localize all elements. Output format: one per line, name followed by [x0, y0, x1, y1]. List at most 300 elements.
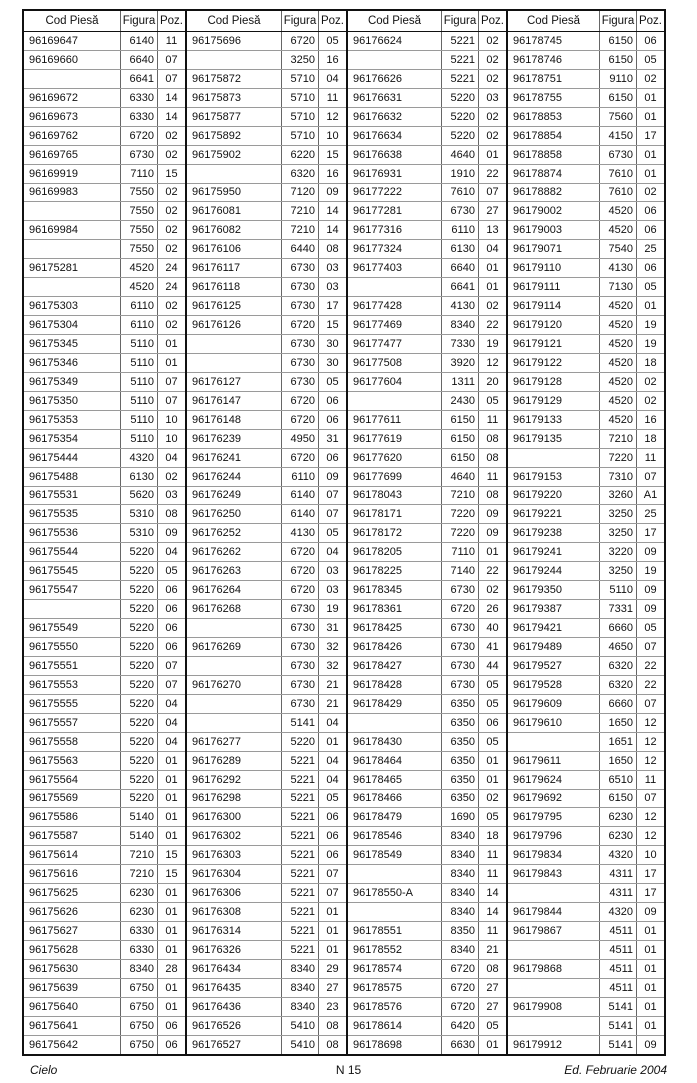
position-cell: 11 [644, 451, 657, 464]
figure-cell: 5310 [121, 505, 158, 523]
part-code-cell [348, 865, 442, 883]
figure-cell: 5110 [121, 411, 158, 429]
table-row [508, 184, 664, 203]
part-code-cell: 96178575 [348, 979, 442, 997]
table-row [348, 771, 506, 790]
position-cell: 12 [644, 735, 657, 748]
part-code-cell: 96176302 [187, 827, 282, 845]
figure-cell: 6630 [442, 1036, 479, 1054]
part-code-cell: 96175696 [187, 32, 282, 50]
part-code-cell: 96178551 [348, 922, 442, 940]
position-cell: 16 [644, 413, 657, 426]
part-code-cell: 96178550-A [348, 884, 442, 902]
part-code-cell: 96178755 [508, 89, 600, 107]
position-cell: 04 [165, 716, 178, 729]
figure-cell: 7210 [442, 487, 479, 505]
position-cell: 04 [326, 716, 339, 729]
part-code-cell: 96175354 [24, 430, 121, 448]
part-code-cell: 96175642 [24, 1036, 121, 1054]
part-code-cell: 96179908 [508, 998, 600, 1016]
table-row [24, 316, 185, 335]
part-code-cell [187, 657, 282, 675]
position-cell: 01 [165, 356, 178, 369]
figure-cell: 7550 [121, 202, 158, 220]
part-code-cell: 96178205 [348, 543, 442, 561]
figure-cell: 5710 [282, 108, 319, 126]
table-row [187, 903, 346, 922]
table-row [187, 1017, 346, 1036]
figure-cell: 4520 [600, 373, 637, 391]
position-cell: 07 [326, 868, 339, 881]
table-row [187, 733, 346, 752]
position-cell: 06 [165, 584, 178, 597]
table-row [508, 771, 664, 790]
figure-cell: 6150 [600, 51, 637, 69]
table-row [187, 752, 346, 771]
figure-cell: 6720 [442, 960, 479, 978]
table-row [508, 392, 664, 411]
position-cell: 17 [644, 527, 657, 540]
position-cell: 09 [644, 906, 657, 919]
position-cell: 19 [486, 337, 499, 350]
part-code-cell: 96175950 [187, 184, 282, 202]
table-row [508, 221, 664, 240]
table-row [24, 846, 185, 865]
table-row [508, 695, 664, 714]
part-code-cell: 96176263 [187, 562, 282, 580]
table-row [24, 790, 185, 809]
table-row [508, 941, 664, 960]
figure-cell: 6350 [442, 695, 479, 713]
figure-cell: 4320 [121, 449, 158, 467]
position-cell: 26 [486, 603, 499, 616]
table-row [348, 335, 506, 354]
figure-cell: 6350 [442, 752, 479, 770]
table-row [348, 979, 506, 998]
position-cell: 01 [165, 925, 178, 938]
part-code-cell: 96178854 [508, 127, 600, 145]
table-row [24, 752, 185, 771]
position-cell: 06 [326, 849, 339, 862]
part-code-cell: 96177222 [348, 184, 442, 202]
table-row [187, 146, 346, 165]
part-code-cell: 96175547 [24, 581, 121, 599]
header-figura: Figura [121, 11, 158, 31]
position-cell: 11 [486, 925, 499, 938]
figure-cell: 8350 [442, 922, 479, 940]
figure-cell: 6230 [121, 903, 158, 921]
figure-cell: 4520 [600, 354, 637, 372]
table-row [348, 373, 506, 392]
part-code-cell: 96178464 [348, 752, 442, 770]
part-code-cell: 96178882 [508, 184, 600, 202]
table-row [187, 524, 346, 543]
table-row [508, 581, 664, 600]
part-code-cell: 96175345 [24, 335, 121, 353]
position-cell: 17 [326, 300, 339, 313]
part-code-cell: 96176298 [187, 790, 282, 808]
table-row [508, 524, 664, 543]
table-row [348, 922, 506, 941]
position-cell: 07 [644, 640, 657, 653]
table-row [348, 1036, 506, 1054]
figure-cell: 5221 [282, 846, 319, 864]
table-row [24, 278, 185, 297]
table-row [24, 733, 185, 752]
position-cell: 11 [326, 91, 339, 104]
part-code-cell: 96175558 [24, 733, 121, 751]
figure-cell: 6350 [442, 790, 479, 808]
figure-cell: 7210 [282, 221, 319, 239]
position-cell: 04 [326, 72, 339, 85]
table-row [348, 1017, 506, 1036]
position-cell: 20 [486, 375, 499, 388]
table-row [24, 543, 185, 562]
position-cell: 05 [486, 394, 499, 407]
part-code-cell: 96175586 [24, 808, 121, 826]
table-row [187, 808, 346, 827]
table-row [24, 657, 185, 676]
part-code-cell: 96179796 [508, 827, 600, 845]
table-header [348, 11, 506, 32]
part-code-cell: 96176082 [187, 221, 282, 239]
figure-cell: 5140 [121, 827, 158, 845]
table-row [508, 808, 664, 827]
header-code-piesa: Cod Piesă [508, 11, 600, 31]
table-row [187, 278, 346, 297]
table-row [24, 827, 185, 846]
table-row [24, 221, 185, 240]
figure-cell: 3260 [600, 487, 637, 505]
position-cell: 32 [326, 640, 339, 653]
part-code-cell: 96177428 [348, 297, 442, 315]
position-cell: 30 [326, 337, 339, 350]
part-code-cell: 96176269 [187, 638, 282, 656]
position-cell: 16 [326, 53, 339, 66]
page-number: N 15 [335, 1063, 362, 1077]
table-row [24, 32, 185, 51]
table-row [24, 202, 185, 221]
part-code-cell [24, 278, 121, 296]
position-cell: 01 [326, 943, 339, 956]
figure-cell: 8340 [282, 960, 319, 978]
part-code-cell: 96176631 [348, 89, 442, 107]
part-code-cell: 96175281 [24, 259, 121, 277]
part-code-cell: 96179129 [508, 392, 600, 410]
table-row [24, 392, 185, 411]
table-row [24, 562, 185, 581]
position-cell: 01 [165, 981, 178, 994]
parts-table [22, 9, 666, 1056]
table-row [24, 695, 185, 714]
part-code-cell: 96179795 [508, 808, 600, 826]
position-cell: 01 [165, 1000, 178, 1013]
header-figura: Figura [442, 11, 479, 31]
part-code-cell: 96176634 [348, 127, 442, 145]
table-row [348, 165, 506, 184]
part-code-cell: 96179133 [508, 411, 600, 429]
header-pozitie: Poz. [320, 15, 344, 27]
table-row [348, 278, 506, 297]
part-code-cell: 96178853 [508, 108, 600, 126]
position-cell: 09 [326, 186, 339, 199]
position-cell: 12 [644, 716, 657, 729]
figure-cell: 6720 [121, 127, 158, 145]
position-cell: 04 [165, 451, 178, 464]
position-cell: 02 [486, 584, 499, 597]
position-cell: 19 [644, 337, 657, 350]
position-cell: 04 [165, 546, 178, 559]
table-row [348, 941, 506, 960]
position-cell: 06 [165, 1038, 178, 1051]
figure-cell: 7610 [600, 184, 637, 202]
part-code-cell: 96176292 [187, 771, 282, 789]
table-row [24, 430, 185, 449]
position-cell: 06 [486, 716, 499, 729]
table-row [24, 600, 185, 619]
table-row [508, 865, 664, 884]
figure-cell: 6730 [282, 600, 319, 618]
figure-cell: 6720 [282, 32, 319, 50]
position-cell: 02 [165, 470, 178, 483]
part-code-cell: 96178874 [508, 165, 600, 183]
position-cell: 07 [165, 678, 178, 691]
table-row [508, 70, 664, 89]
part-code-cell: 96175553 [24, 676, 121, 694]
figure-cell: 6420 [442, 1017, 479, 1035]
part-code-cell: 96176306 [187, 884, 282, 902]
figure-cell: 5221 [282, 922, 319, 940]
header-code-piesa: Cod Piesă [187, 11, 282, 31]
figure-cell: 6350 [442, 714, 479, 732]
part-code-cell: 96169762 [24, 127, 121, 145]
table-row [187, 354, 346, 373]
figure-cell: 8340 [121, 960, 158, 978]
position-cell: 41 [486, 640, 499, 653]
part-code-cell: 96179834 [508, 846, 600, 864]
position-cell: 10 [165, 432, 178, 445]
part-code-cell: 96178172 [348, 524, 442, 542]
position-cell: 03 [326, 565, 339, 578]
part-code-cell: 96177477 [348, 335, 442, 353]
figure-cell: 5141 [282, 714, 319, 732]
figure-cell: 4130 [442, 297, 479, 315]
table-row [508, 979, 664, 998]
table-row [187, 638, 346, 657]
table-row [348, 487, 506, 506]
part-code-cell: 96178576 [348, 998, 442, 1016]
table-row [24, 51, 185, 70]
part-code-cell [24, 70, 121, 88]
position-cell: 05 [326, 34, 339, 47]
figure-cell: 5110 [121, 430, 158, 448]
part-code-cell: 96178225 [348, 562, 442, 580]
part-code-cell: 96179241 [508, 543, 600, 561]
table-row [187, 487, 346, 506]
table-row [348, 89, 506, 108]
position-cell: 09 [644, 584, 657, 597]
position-cell: 01 [486, 773, 499, 786]
table-row [24, 184, 185, 203]
position-cell: 22 [486, 565, 499, 578]
part-code-cell: 96177611 [348, 411, 442, 429]
part-code-cell: 96175628 [24, 941, 121, 959]
part-code-cell: 96175303 [24, 297, 121, 315]
part-code-cell: 96179387 [508, 600, 600, 618]
table-row [348, 638, 506, 657]
part-code-cell: 96179421 [508, 619, 600, 637]
table-row [508, 316, 664, 335]
table-row [348, 392, 506, 411]
position-cell: 01 [165, 943, 178, 956]
position-cell: 02 [165, 243, 178, 256]
table-row [508, 922, 664, 941]
figure-cell: 7220 [442, 505, 479, 523]
part-code-cell: 96178425 [348, 619, 442, 637]
table-row [187, 1036, 346, 1054]
figure-cell: 7210 [121, 846, 158, 864]
part-code-cell: 96178430 [348, 733, 442, 751]
figure-cell: 8340 [442, 865, 479, 883]
figure-cell: 3250 [600, 562, 637, 580]
table-row [187, 846, 346, 865]
position-cell: 14 [326, 205, 339, 218]
table-row [187, 695, 346, 714]
position-cell: 07 [486, 186, 499, 199]
table-row [187, 941, 346, 960]
position-cell: 05 [326, 375, 339, 388]
figure-cell: 6140 [282, 505, 319, 523]
figure-cell: 7110 [442, 543, 479, 561]
position-cell: 02 [644, 72, 657, 85]
figure-cell: 6730 [442, 657, 479, 675]
figure-cell: 6730 [282, 619, 319, 637]
figure-cell: 6320 [600, 657, 637, 675]
position-cell: 06 [165, 640, 178, 653]
position-cell: 15 [165, 849, 178, 862]
part-code-cell [348, 51, 442, 69]
position-cell: 44 [486, 659, 499, 672]
part-code-cell: 96175535 [24, 505, 121, 523]
position-cell: 01 [486, 754, 499, 767]
part-code-cell [508, 733, 600, 751]
position-cell: 22 [486, 319, 499, 332]
figure-cell: 1650 [600, 714, 637, 732]
position-cell: 27 [486, 205, 499, 218]
figure-cell: 1910 [442, 165, 479, 183]
figure-cell: 5410 [282, 1017, 319, 1035]
table-row [187, 202, 346, 221]
figure-cell: 6730 [282, 373, 319, 391]
figure-cell: 5221 [282, 941, 319, 959]
table-row [24, 354, 185, 373]
part-code-cell: 96175627 [24, 922, 121, 940]
part-code-cell: 96176277 [187, 733, 282, 751]
figure-cell: 6720 [282, 316, 319, 334]
part-code-cell: 96175551 [24, 657, 121, 675]
part-code-cell: 96175549 [24, 619, 121, 637]
figure-cell: 5220 [121, 581, 158, 599]
table-row [508, 411, 664, 430]
figure-cell: 3250 [600, 524, 637, 542]
part-code-cell [24, 240, 121, 258]
part-code-cell: 96178479 [348, 808, 442, 826]
table-row [187, 562, 346, 581]
table-header [24, 11, 185, 32]
position-cell: 17 [644, 129, 657, 142]
position-cell: 08 [326, 243, 339, 256]
position-cell: 07 [326, 887, 339, 900]
table-row [187, 922, 346, 941]
position-cell: 15 [165, 167, 178, 180]
figure-cell: 6730 [442, 638, 479, 656]
part-code-cell: 96169660 [24, 51, 121, 69]
figure-cell: 6640 [121, 51, 158, 69]
part-code-cell [508, 449, 600, 467]
position-cell: 04 [486, 243, 499, 256]
figure-cell: 8340 [442, 884, 479, 902]
position-cell: 03 [486, 91, 499, 104]
table-row [187, 827, 346, 846]
position-cell: 06 [326, 830, 339, 843]
part-code-cell: 96175557 [24, 714, 121, 732]
part-code-cell: 96175555 [24, 695, 121, 713]
position-cell: 01 [486, 1038, 499, 1051]
table-row [187, 392, 346, 411]
part-code-cell: 96176262 [187, 543, 282, 561]
figure-cell: 6730 [282, 657, 319, 675]
position-cell: 06 [326, 811, 339, 824]
figure-cell: 5620 [121, 487, 158, 505]
position-cell: 11 [486, 413, 499, 426]
position-cell: 30 [326, 356, 339, 369]
position-cell: 05 [644, 53, 657, 66]
figure-cell: 5221 [282, 771, 319, 789]
part-code-cell: 96175640 [24, 998, 121, 1016]
figure-cell: 6730 [121, 146, 158, 164]
position-cell: 09 [486, 508, 499, 521]
table-row [348, 581, 506, 600]
figure-cell: 4640 [442, 468, 479, 486]
table-row [348, 297, 506, 316]
part-code-cell: 96178427 [348, 657, 442, 675]
figure-cell: 6730 [442, 676, 479, 694]
part-code-cell: 96169919 [24, 165, 121, 183]
table-row [348, 657, 506, 676]
table-header [187, 11, 346, 32]
position-cell: 15 [326, 319, 339, 332]
position-cell: 19 [644, 565, 657, 578]
figure-cell: 5221 [282, 903, 319, 921]
part-code-cell: 96179843 [508, 865, 600, 883]
position-cell: 05 [486, 697, 499, 710]
table-row [24, 127, 185, 146]
figure-cell: 5310 [121, 524, 158, 542]
position-cell: 08 [326, 1038, 339, 1051]
figure-cell: 5110 [121, 373, 158, 391]
table-row [508, 960, 664, 979]
part-code-cell: 96176308 [187, 903, 282, 921]
position-cell: 05 [644, 281, 657, 294]
position-cell: 09 [165, 527, 178, 540]
table-row [24, 771, 185, 790]
part-code-cell: 96179867 [508, 922, 600, 940]
table-row [348, 51, 506, 70]
figure-cell: 6730 [442, 581, 479, 599]
table-row [24, 998, 185, 1017]
figure-cell: 7560 [600, 108, 637, 126]
part-code-cell: 96176624 [348, 32, 442, 50]
